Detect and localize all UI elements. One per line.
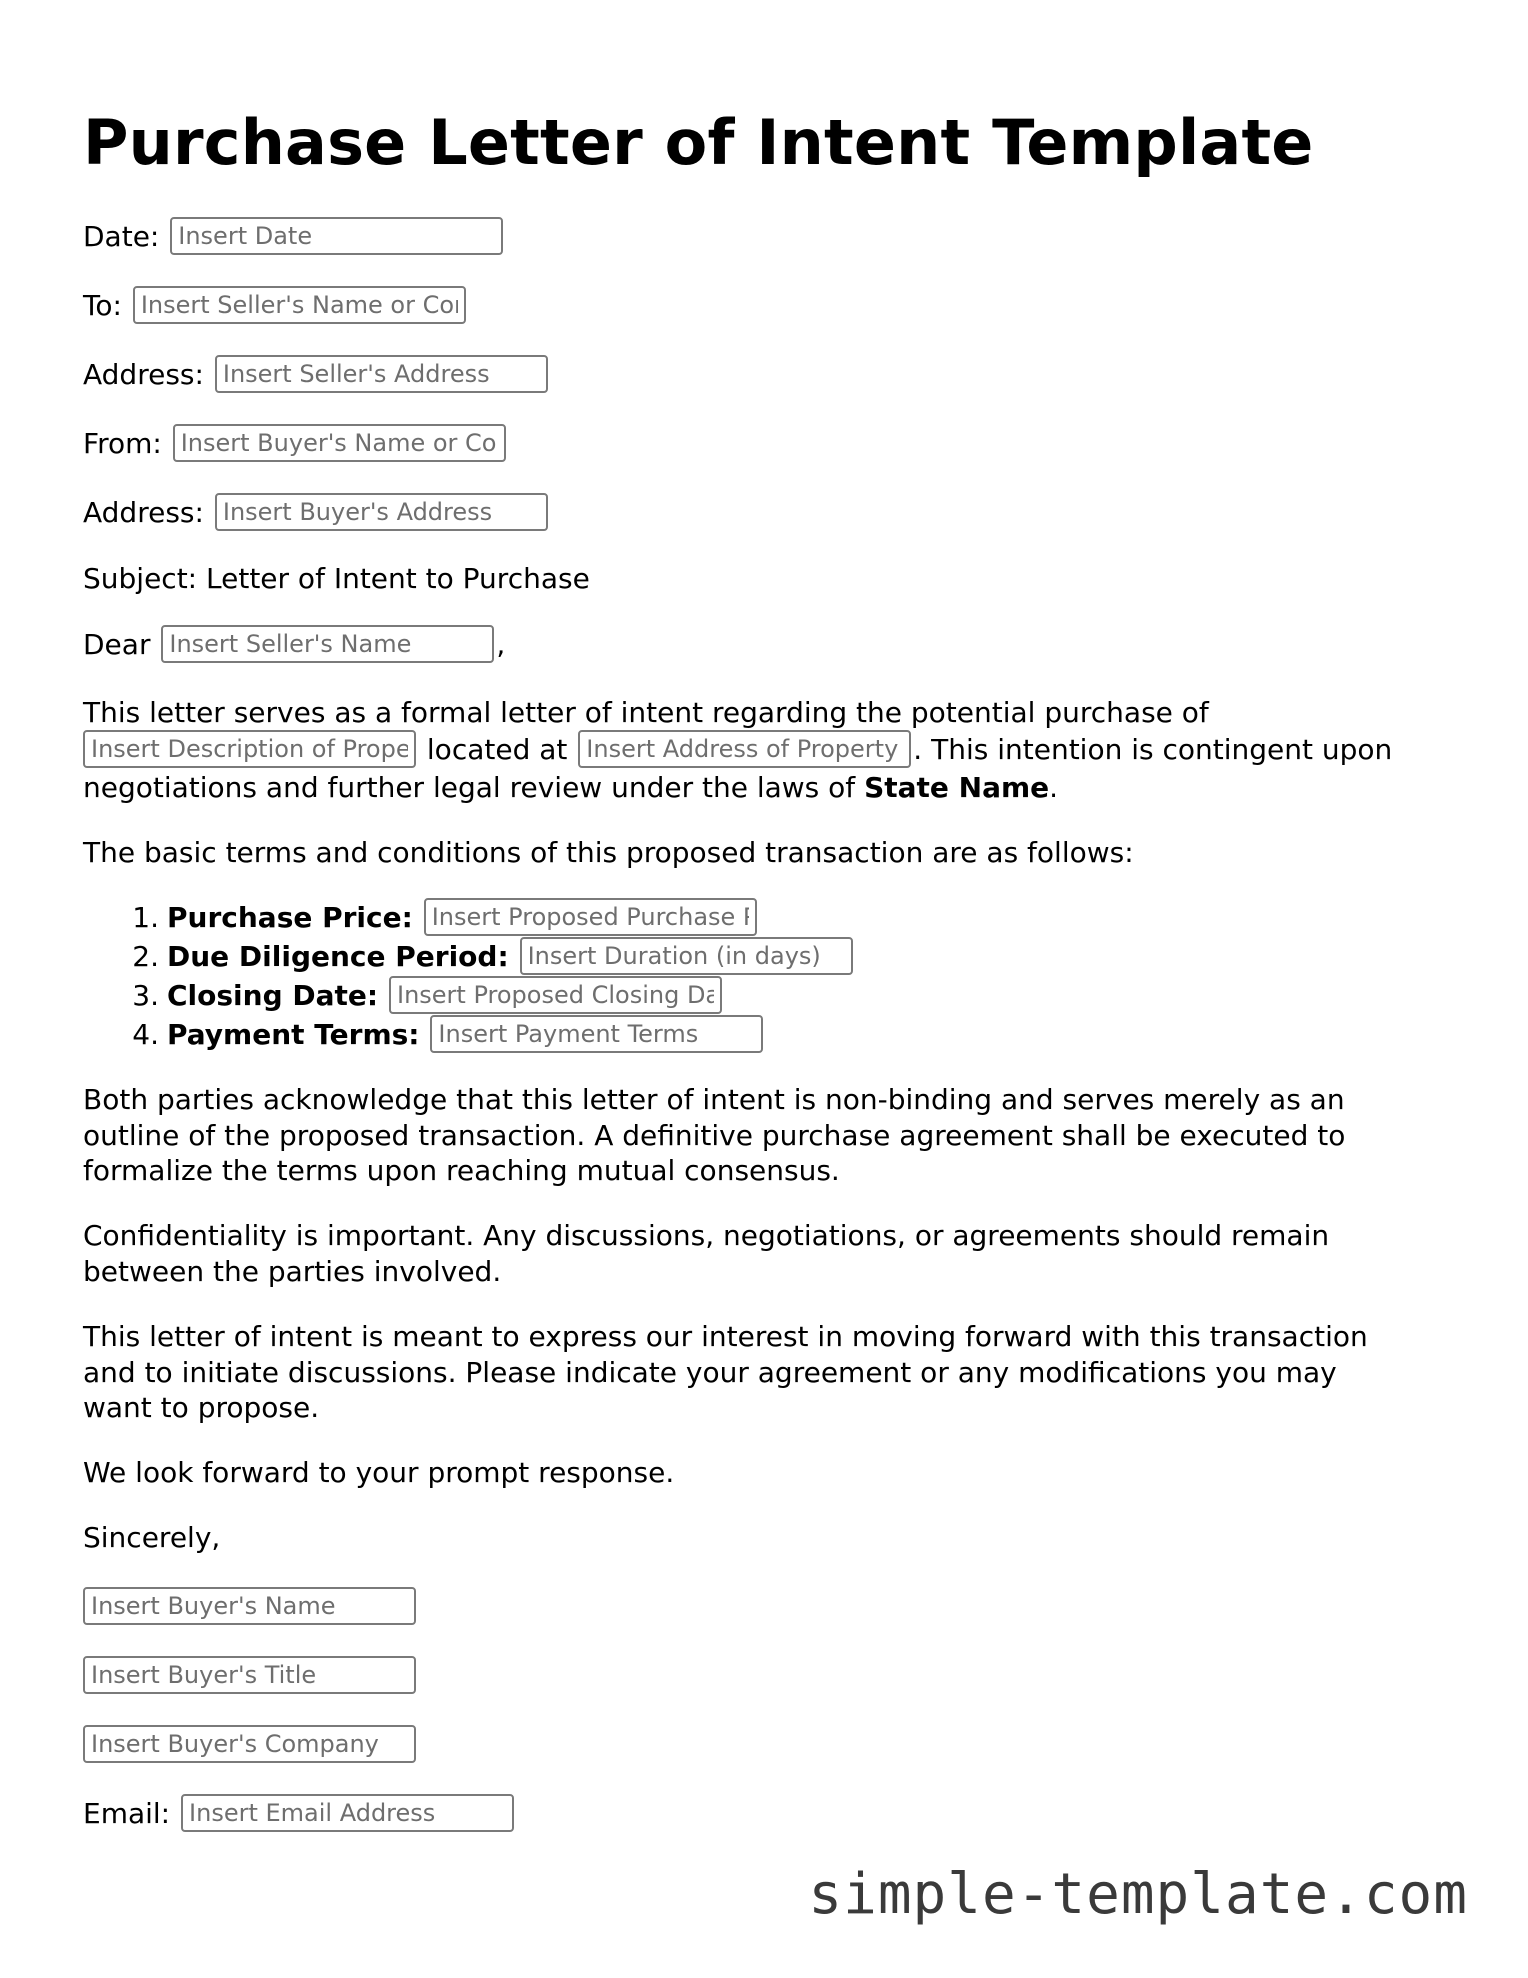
signature-title-row [81, 1658, 418, 1696]
term-label: Payment Terms: [167, 1018, 420, 1051]
sign-off: Sincerely, [83, 1521, 221, 1554]
salutation-suffix: , [496, 628, 506, 661]
intro-period: . [1049, 771, 1059, 804]
buyer-address-label: Address: [83, 496, 204, 529]
seller-address-input[interactable] [215, 355, 548, 393]
seller-address-label: Address: [83, 358, 204, 391]
term-label: Due Diligence Period: [167, 940, 509, 973]
payment-terms-input[interactable] [430, 1015, 763, 1053]
buyer-signature-name-input[interactable] [83, 1587, 416, 1625]
term-closing-date [119, 978, 724, 1016]
buyer-company-input[interactable] [83, 1725, 416, 1763]
from-label: From: [83, 427, 162, 460]
term-label: Closing Date: [167, 979, 379, 1012]
intro-line-2 [81, 732, 1392, 770]
seller-address-row [83, 357, 550, 395]
date-input[interactable] [170, 217, 503, 255]
buyer-name-input[interactable] [173, 424, 506, 462]
buyer-address-input[interactable] [215, 493, 548, 531]
page-title: Purchase Letter of Intent Template [83, 106, 1314, 179]
intro-located-at: located at [426, 733, 568, 766]
due-diligence-input[interactable] [520, 937, 853, 975]
term-purchase-price [119, 900, 759, 938]
to-row [83, 288, 468, 326]
email-input[interactable] [181, 1794, 514, 1832]
email-row [83, 1796, 516, 1834]
document-page [83, 105, 1443, 1830]
intro-laws-text: negotiations and further legal review under the laws of [83, 771, 856, 804]
date-label: Date: [83, 220, 160, 253]
property-description-input[interactable] [83, 730, 416, 768]
seller-name-input[interactable] [133, 286, 466, 324]
buyer-title-input[interactable] [83, 1656, 416, 1694]
signature-company-row [81, 1727, 418, 1765]
term-number: 3. [132, 979, 159, 1012]
to-label: To: [83, 289, 122, 322]
term-label: Purchase Price: [167, 901, 413, 934]
interest-paragraph: This letter of intent is meant to express our interest in moving forward with this transaction and to initiate discussions. Please indicate your agreement or any modifications you may want to propose. [83, 1320, 1368, 1424]
purchase-price-input[interactable] [424, 898, 757, 936]
salutation-seller-input[interactable] [161, 625, 494, 663]
term-number: 4. [132, 1018, 159, 1051]
salutation [83, 627, 505, 665]
signature-name-row [81, 1589, 418, 1627]
term-due-diligence [119, 939, 855, 977]
intro-line-1: This letter serves as a formal letter of intent regarding the potential purchase of [83, 696, 1209, 729]
confidentiality-paragraph: Confidentiality is important. Any discussions, negotiations, or agreements should remain between the parties involved. [83, 1219, 1330, 1288]
date-row [83, 219, 505, 257]
state-name: State Name [864, 771, 1050, 804]
term-payment-terms [119, 1017, 765, 1055]
intro-line-3 [83, 770, 1058, 806]
subject-line: Subject: Letter of Intent to Purchase [83, 562, 590, 595]
closing-date-input[interactable] [389, 976, 722, 1014]
email-label: Email: [83, 1797, 171, 1830]
buyer-address-row [83, 495, 550, 533]
non-binding-paragraph: Both parties acknowledge that this letter of intent is non-binding and serves merely as an outline of the proposed transaction. A definitive purchase agreement shall be executed to formalize the terms upon reaching mutual consensus. [83, 1083, 1346, 1187]
property-address-input[interactable] [578, 730, 911, 768]
intro-contingent: . This intention is contingent upon [913, 733, 1393, 766]
salutation-prefix: Dear [83, 628, 151, 661]
terms-intro: The basic terms and conditions of this proposed transaction are as follows: [83, 836, 1134, 869]
closing-paragraph: We look forward to your prompt response. [83, 1456, 675, 1489]
term-number: 1. [132, 901, 159, 934]
term-number: 2. [132, 940, 159, 973]
watermark-text: simple-template.com [808, 1862, 1468, 1927]
from-row [83, 426, 508, 464]
